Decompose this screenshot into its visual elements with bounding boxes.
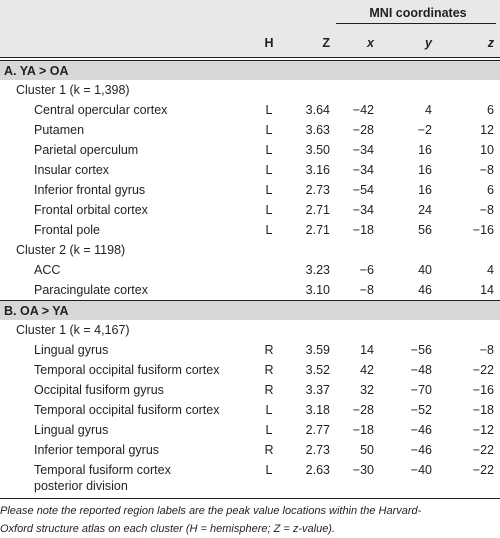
z-coord-cell: 4: [487, 263, 494, 277]
hemisphere-cell: L: [265, 183, 273, 197]
y-coord-cell: −56: [410, 343, 432, 357]
x-coord-cell: −28: [352, 403, 374, 417]
x-coord-cell: −54: [352, 183, 374, 197]
z-coord-cell: −18: [472, 403, 494, 417]
hemisphere-cell: L: [265, 463, 273, 477]
hemisphere-cell: L: [265, 223, 273, 237]
y-coord-cell: 4: [425, 103, 432, 117]
z-value-cell: 2.71: [305, 203, 330, 217]
y-coord-cell: 46: [418, 283, 432, 297]
z-value-cell: 3.52: [305, 363, 330, 377]
z-coord-cell: −8: [479, 203, 494, 217]
z-value-cell: 3.37: [305, 383, 330, 397]
region-cell: Insular cortex: [34, 163, 110, 177]
z-value-cell: 3.64: [305, 103, 330, 117]
y-coord-cell: −40: [410, 463, 432, 477]
region-cell: Temporal occipital fusiform cortex: [34, 403, 220, 417]
z-value-cell: 3.10: [305, 283, 330, 297]
region-cell: Frontal orbital cortex: [34, 203, 148, 217]
y-coord-cell: −48: [410, 363, 432, 377]
z-value-cell: 2.77: [305, 423, 330, 437]
z-coord-cell: −22: [472, 363, 494, 377]
hemisphere-cell: L: [265, 423, 273, 437]
table-row: [0, 280, 500, 300]
z-coord-cell: −16: [472, 383, 494, 397]
x-coord-cell: −18: [352, 223, 374, 237]
x-coord-cell: −34: [352, 163, 374, 177]
region-cell: Frontal pole: [34, 223, 101, 237]
hemisphere-cell: L: [265, 103, 273, 117]
x-coord-cell: −34: [352, 203, 374, 217]
section-row: [0, 300, 500, 320]
section-label: B. OA > YA: [4, 304, 69, 318]
column-header-x: x: [367, 36, 374, 50]
z-coord-cell: 12: [480, 123, 494, 137]
z-coord-cell: 10: [480, 143, 494, 157]
z-coord-cell: 14: [480, 283, 494, 297]
table-row: [0, 400, 500, 420]
z-value-cell: 2.71: [305, 223, 330, 237]
region-cell: ACC: [34, 263, 61, 277]
y-coord-cell: −52: [410, 403, 432, 417]
cluster-row: [0, 240, 500, 260]
region-cell: Central opercular cortex: [34, 103, 168, 117]
region-cell: Occipital fusiform gyrus: [34, 383, 164, 397]
hemisphere-cell: L: [265, 143, 273, 157]
note-line-2: Oxford structure atlas on each cluster (H = hemisphere; Z = z-value).: [0, 523, 336, 535]
z-value-cell: 2.63: [305, 463, 330, 477]
table-row: [0, 440, 500, 460]
y-coord-cell: −46: [410, 423, 432, 437]
section-row: [0, 60, 500, 80]
mni-coordinates-title: MNI coordinates: [369, 6, 467, 20]
z-value-cell: 3.63: [305, 123, 330, 137]
region-cell: Lingual gyrus: [34, 423, 109, 437]
hemisphere-cell: R: [264, 443, 274, 457]
x-coord-cell: −30: [352, 463, 374, 477]
region-cell: Temporal fusiform cortex: [34, 463, 171, 477]
cluster-row: [0, 320, 500, 340]
y-coord-cell: 16: [418, 143, 432, 157]
region-cell: Putamen: [34, 123, 85, 137]
table-row: [0, 380, 500, 400]
table-row: [0, 180, 500, 200]
hemisphere-cell: L: [265, 403, 273, 417]
table-row: [0, 200, 500, 220]
x-coord-cell: −28: [352, 123, 374, 137]
z-value-cell: 3.23: [305, 263, 330, 277]
region-cell: Inferior frontal gyrus: [34, 183, 146, 197]
table-row: [0, 420, 500, 440]
z-coord-cell: −8: [479, 163, 494, 177]
table-row: [0, 360, 500, 380]
y-coord-cell: 16: [418, 163, 432, 177]
z-coord-cell: 6: [487, 183, 494, 197]
z-value-cell: 3.16: [305, 163, 330, 177]
table-row: [0, 120, 500, 140]
z-coord-cell: −12: [472, 423, 494, 437]
x-coord-cell: −42: [352, 103, 374, 117]
column-header-y: y: [425, 36, 432, 50]
y-coord-cell: 56: [418, 223, 432, 237]
table-row: [0, 140, 500, 160]
hemisphere-cell: R: [264, 383, 274, 397]
z-coord-cell: −22: [472, 443, 494, 457]
hemisphere-cell: R: [264, 343, 274, 357]
y-coord-cell: −70: [410, 383, 432, 397]
y-coord-cell: 24: [418, 203, 432, 217]
table-row: [0, 340, 500, 360]
hemisphere-cell: R: [264, 363, 274, 377]
region-cell: Parietal operculum: [34, 143, 139, 157]
x-coord-cell: 32: [360, 383, 374, 397]
column-header-zc: z: [487, 36, 494, 50]
table-header-top: [0, 0, 500, 24]
x-coord-cell: −8: [359, 283, 374, 297]
column-header-z: Z: [322, 36, 330, 50]
x-coord-cell: −34: [352, 143, 374, 157]
table-row: [0, 460, 500, 496]
y-coord-cell: 16: [418, 183, 432, 197]
cluster-label: Cluster 2 (k = 1198): [16, 243, 126, 257]
x-coord-cell: 42: [360, 363, 374, 377]
table-note: [0, 502, 496, 538]
hemisphere-cell: L: [265, 203, 273, 217]
z-coord-cell: 6: [487, 103, 494, 117]
z-coord-cell: −16: [472, 223, 494, 237]
cluster-row: [0, 80, 500, 100]
y-coord-cell: 40: [418, 263, 432, 277]
table-row: [0, 260, 500, 280]
table-row: [0, 100, 500, 120]
region-cell: Temporal occipital fusiform cortex: [34, 363, 220, 377]
z-value-cell: 3.18: [305, 403, 330, 417]
bottom-rule: [0, 498, 500, 499]
y-coord-cell: −46: [410, 443, 432, 457]
hemisphere-cell: L: [265, 123, 273, 137]
x-coord-cell: −18: [352, 423, 374, 437]
region-cell-line-2: posterior division: [34, 479, 128, 493]
note-line-1: Please note the reported region labels are the peak value locations within the Harvard-: [0, 505, 422, 517]
y-coord-cell: −2: [417, 123, 432, 137]
z-coord-cell: −22: [472, 463, 494, 477]
z-value-cell: 2.73: [305, 183, 330, 197]
cluster-label: Cluster 1 (k = 4,167): [16, 323, 130, 337]
x-coord-cell: 50: [360, 443, 374, 457]
z-value-cell: 2.73: [305, 443, 330, 457]
hemisphere-cell: L: [265, 163, 273, 177]
z-value-cell: 3.59: [305, 343, 330, 357]
x-coord-cell: −6: [359, 263, 374, 277]
z-coord-cell: −8: [479, 343, 494, 357]
column-header-h: H: [264, 36, 274, 50]
region-cell: Paracingulate cortex: [34, 283, 148, 297]
table-row: [0, 160, 500, 180]
cluster-label: Cluster 1 (k = 1,398): [16, 83, 130, 97]
x-coord-cell: 14: [360, 343, 374, 357]
table-row: [0, 220, 500, 240]
section-label: A. YA > OA: [4, 64, 69, 78]
region-cell: Inferior temporal gyrus: [34, 443, 160, 457]
region-cell: Lingual gyrus: [34, 343, 109, 357]
z-value-cell: 3.50: [305, 143, 330, 157]
